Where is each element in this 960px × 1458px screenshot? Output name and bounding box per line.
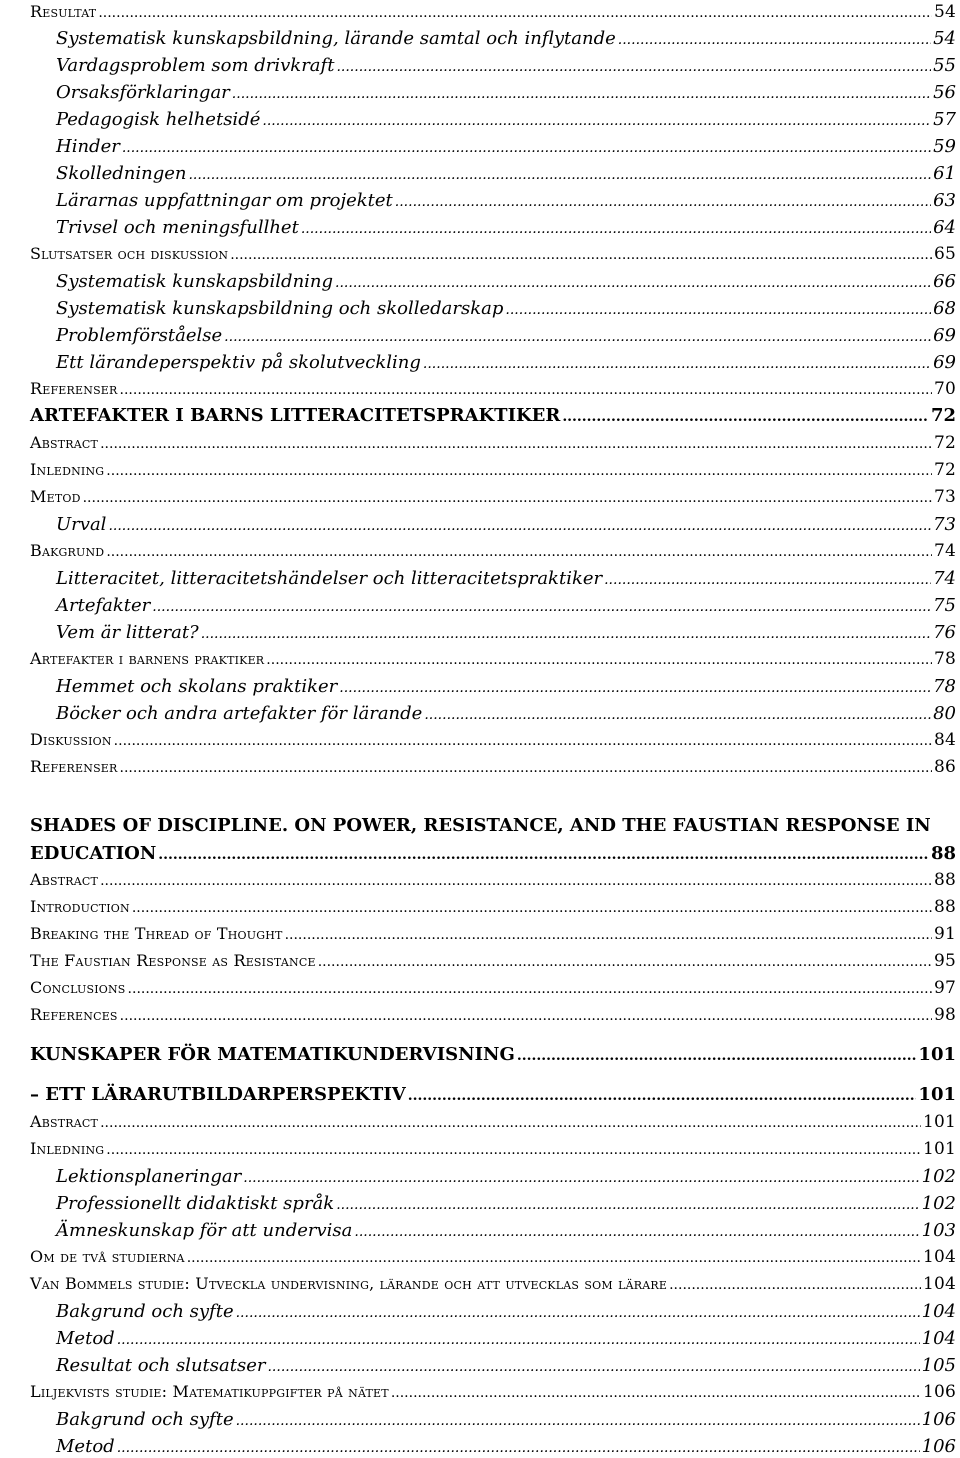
toc-entry-page: 97 — [933, 978, 956, 998]
toc-entry[interactable] — [30, 541, 956, 561]
toc-entry-title: References — [30, 1005, 118, 1024]
toc-entry-page: 72 — [933, 460, 956, 480]
toc-entry-title: The Faustian Response as Resistance — [30, 951, 316, 970]
toc-entry-page: 68 — [933, 298, 956, 319]
toc-entry-title: Inledning — [30, 1139, 105, 1158]
dot-leader — [132, 900, 932, 916]
dot-leader — [230, 247, 932, 263]
toc-entry[interactable] — [56, 271, 956, 292]
toc-entry-page: 72 — [930, 405, 956, 426]
toc-entry-page: 54 — [933, 2, 956, 22]
toc-entry-title: Bakgrund och syfte — [56, 1409, 234, 1430]
toc-entry-page: 104 — [922, 1274, 956, 1294]
toc-entry-page: 88 — [930, 843, 956, 864]
toc-entry-title: Artefakter i barnens praktiker — [30, 649, 265, 668]
toc-entry-page: 104 — [922, 1247, 956, 1267]
dot-leader — [201, 626, 931, 642]
toc-entry-page: 78 — [933, 676, 956, 697]
toc-entry[interactable] — [56, 1301, 956, 1322]
toc-entry[interactable] — [56, 514, 956, 535]
dot-leader — [187, 1250, 921, 1266]
toc-entry[interactable] — [56, 136, 956, 157]
dot-leader — [318, 954, 932, 970]
toc-entry-title: ARTEFAKTER I BARNS LITTERACITETSPRAKTIKER — [30, 405, 561, 426]
dot-leader — [408, 1088, 917, 1104]
dot-leader — [100, 873, 932, 889]
toc-entry[interactable] — [56, 1328, 956, 1349]
dot-leader — [336, 59, 931, 75]
toc-entry[interactable] — [30, 1084, 956, 1105]
toc-entry-page: 69 — [933, 325, 956, 346]
toc-entry-page: 101 — [922, 1139, 956, 1159]
dot-leader — [232, 86, 931, 102]
dot-leader — [604, 572, 931, 588]
toc-entry[interactable] — [56, 82, 956, 103]
dot-leader — [243, 1170, 919, 1186]
toc-entry-title: Introduction — [30, 897, 130, 916]
dot-leader — [301, 221, 931, 237]
toc-entry-page: 76 — [933, 622, 956, 643]
toc-entry-page: 55 — [933, 55, 956, 76]
dot-leader — [423, 356, 931, 372]
dot-leader — [98, 5, 932, 21]
toc-entry-title: Resultat — [30, 2, 97, 21]
toc-entry-page: 106 — [921, 1409, 956, 1430]
toc-entry[interactable] — [56, 1436, 956, 1457]
toc-entry-page: 86 — [933, 757, 956, 777]
dot-leader — [267, 1359, 919, 1375]
toc-entry-title: Referenser — [30, 379, 118, 398]
toc-entry[interactable] — [56, 568, 956, 589]
toc-entry-title: Diskussion — [30, 730, 112, 749]
toc-entry-page: 70 — [933, 379, 956, 399]
toc-entry-title: Pedagogisk helhetsidé — [56, 109, 261, 130]
toc-entry-page: 54 — [933, 28, 956, 49]
toc-entry-page: 104 — [921, 1328, 956, 1349]
toc-entry-title: Ett lärandeperspektiv på skolutveckling — [56, 352, 421, 373]
toc-entry-page: 63 — [933, 190, 956, 211]
toc-entry-page: 102 — [921, 1193, 956, 1214]
toc-entry-title: Problemförståelse — [56, 325, 223, 346]
dot-leader — [158, 847, 929, 863]
dot-leader — [106, 463, 932, 479]
dot-leader — [236, 1305, 920, 1321]
toc-entry-title: Litteracitet, litteracitetshändelser och litteracitetspraktiker — [56, 568, 603, 589]
toc-entry[interactable] — [56, 298, 956, 319]
toc-entry-page: 101 — [918, 1044, 956, 1065]
dot-leader — [106, 1142, 921, 1158]
toc-entry[interactable] — [56, 190, 956, 211]
dot-leader — [83, 490, 932, 506]
dot-leader — [120, 382, 932, 398]
toc-entry-page: 78 — [933, 649, 956, 669]
toc-entry-page: 74 — [933, 541, 956, 561]
toc-entry[interactable] — [30, 460, 956, 480]
toc-entry[interactable] — [30, 649, 956, 669]
toc-entry-title: KUNSKAPER FÖR MATEMATIKUNDERVISNING — [30, 1044, 515, 1065]
toc-entry-title: Abstract — [30, 433, 99, 452]
toc-entry[interactable] — [56, 352, 956, 373]
dot-leader — [100, 436, 932, 452]
toc-entry[interactable] — [30, 2, 956, 22]
dot-leader — [517, 1048, 917, 1064]
dot-leader — [120, 1008, 932, 1024]
toc-entry-title: Metod — [56, 1328, 115, 1349]
toc-entry[interactable] — [30, 978, 956, 998]
toc-entry-page: 104 — [921, 1301, 956, 1322]
toc-entry-page: 75 — [933, 595, 956, 616]
toc-entry-title: Böcker och andra artefakter för lärande — [56, 703, 423, 724]
toc-entry-page: 59 — [933, 136, 956, 157]
dot-leader — [335, 275, 931, 291]
toc-entry-page: 64 — [933, 217, 956, 238]
toc-entry[interactable] — [30, 757, 956, 777]
toc-entry-page: 57 — [933, 109, 956, 130]
toc-entry-title: Breaking the Thread of Thought — [30, 924, 283, 943]
toc-entry-title: Bakgrund och syfte — [56, 1301, 234, 1322]
toc-entry-page: 106 — [921, 1436, 956, 1457]
toc-entry-title: Resultat och slutsatser — [56, 1355, 266, 1376]
toc-entry-title: Lärarnas uppfattningar om projektet — [56, 190, 393, 211]
toc-entry-page: 84 — [933, 730, 956, 750]
toc-entry-title: Artefakter — [56, 595, 151, 616]
dot-leader — [117, 1440, 920, 1456]
dot-leader — [618, 32, 931, 48]
toc-entry[interactable] — [56, 1193, 956, 1214]
toc-entry-title: Van Bommels studie: Utveckla undervisning, lärande och att utvecklas som lärare — [30, 1274, 668, 1293]
toc-entry-title: Ämneskunskap för att undervisa — [56, 1220, 353, 1241]
chapter-heading-shades: SHADES OF DISCIPLINE. ON POWER, RESISTANCE, AND THE FAUSTIAN RESPONSE IN — [30, 815, 931, 836]
toc-entry-page: 101 — [918, 1084, 956, 1105]
toc-entry-title: Systematisk kunskapsbildning — [56, 271, 334, 292]
toc-entry-page: 95 — [933, 951, 956, 971]
toc-entry[interactable] — [56, 217, 956, 238]
dot-leader — [424, 707, 931, 723]
toc-entry-title: Orsaksförklaringar — [56, 82, 230, 103]
toc-entry-title: Hemmet och skolans praktiker — [56, 676, 338, 697]
toc-entry-page: 102 — [921, 1166, 956, 1187]
toc-entry-page: 66 — [933, 271, 956, 292]
toc-entry[interactable] — [30, 1005, 956, 1025]
toc-entry[interactable] — [30, 924, 956, 944]
toc-entry[interactable] — [30, 1382, 956, 1402]
dot-leader — [117, 1332, 920, 1348]
toc-entry-page: 73 — [933, 487, 956, 507]
toc-entry[interactable] — [56, 676, 956, 697]
toc-entry[interactable] — [30, 1247, 956, 1267]
toc-entry-title: – ETT LÄRARUTBILDARPERSPEKTIV — [30, 1084, 406, 1105]
dot-leader — [285, 927, 932, 943]
toc-entry[interactable] — [30, 1044, 956, 1065]
toc-entry[interactable] — [30, 433, 956, 453]
dot-leader — [108, 518, 931, 534]
toc-entry-page: 101 — [922, 1112, 956, 1132]
dot-leader — [120, 760, 932, 776]
toc-entry-page: 105 — [921, 1355, 956, 1376]
toc-entry[interactable] — [56, 703, 956, 724]
toc-entry[interactable] — [56, 163, 956, 184]
toc-entry-title: Referenser — [30, 757, 118, 776]
toc-entry-title: Vem är litterat? — [56, 622, 199, 643]
dot-leader — [395, 194, 931, 210]
toc-entry-title: Trivsel och meningsfullhet — [56, 217, 299, 238]
dot-leader — [562, 409, 929, 425]
toc-entry-title: Om de två studierna — [30, 1247, 185, 1266]
toc-entry-title: EDUCATION — [30, 843, 157, 864]
toc-entry[interactable] — [56, 109, 956, 130]
toc-entry-page: 65 — [933, 244, 956, 264]
dot-leader — [236, 1413, 920, 1429]
toc-entry[interactable] — [30, 951, 956, 971]
toc-entry-title: Systematisk kunskapsbildning och skolledarskap — [56, 298, 504, 319]
dot-leader — [152, 599, 931, 615]
toc-entry[interactable] — [56, 55, 956, 76]
toc-entry-page: 106 — [922, 1382, 956, 1402]
dot-leader — [128, 981, 932, 997]
toc-entry-page: 74 — [933, 568, 956, 589]
toc-entry-title: Conclusions — [30, 978, 126, 997]
toc-entry-page: 80 — [933, 703, 956, 724]
toc-entry-title: Abstract — [30, 870, 99, 889]
toc-entry-title: Systematisk kunskapsbildning, lärande samtal och inflytande — [56, 28, 616, 49]
toc-entry[interactable] — [56, 622, 956, 643]
toc-entry-page: 88 — [933, 897, 956, 917]
toc-entry-title: Urval — [56, 514, 107, 535]
toc-entry[interactable] — [56, 595, 956, 616]
dot-leader — [336, 1197, 919, 1213]
toc-entry[interactable] — [56, 1409, 956, 1430]
toc-entry[interactable] — [56, 1220, 956, 1241]
toc-entry-page: 61 — [933, 163, 956, 184]
toc-entry-title: Metod — [30, 487, 81, 506]
toc-entry-page: 98 — [933, 1005, 956, 1025]
toc-entry-page: 88 — [933, 870, 956, 890]
toc-entry-title: Bakgrund — [30, 541, 105, 560]
toc-entry-title: Lektionsplaneringar — [56, 1166, 242, 1187]
toc-entry-page: 72 — [933, 433, 956, 453]
dot-leader — [188, 167, 931, 183]
toc-entry-page: 69 — [933, 352, 956, 373]
toc-entry[interactable] — [30, 379, 956, 399]
toc-entry-title: Vardagsproblem som drivkraft — [56, 55, 335, 76]
dot-leader — [224, 329, 931, 345]
dot-leader — [266, 652, 932, 668]
toc-entry-page: 91 — [933, 924, 956, 944]
toc-entry-title: Metod — [56, 1436, 115, 1457]
toc-entry[interactable] — [30, 730, 956, 750]
toc-entry[interactable] — [30, 244, 956, 264]
toc-entry[interactable] — [30, 405, 956, 426]
dot-leader — [339, 680, 931, 696]
dot-leader — [122, 140, 931, 156]
toc-entry[interactable] — [56, 1166, 956, 1187]
toc-entry-page: 73 — [933, 514, 956, 535]
toc-entry-title: Abstract — [30, 1112, 99, 1131]
toc-entry[interactable] — [56, 325, 956, 346]
toc-entry-page: 56 — [933, 82, 956, 103]
toc-entry[interactable] — [30, 897, 956, 917]
toc-entry[interactable] — [56, 28, 956, 49]
toc-entry[interactable] — [30, 1274, 956, 1294]
dot-leader — [354, 1224, 919, 1240]
toc-entry-title: Hinder — [56, 136, 120, 157]
toc-entry[interactable] — [56, 1355, 956, 1376]
toc-entry[interactable] — [30, 870, 956, 890]
toc-entry[interactable] — [30, 1112, 956, 1132]
toc-entry-title: Skolledningen — [56, 163, 187, 184]
dot-leader — [669, 1277, 921, 1293]
toc-entry-title: Liljekvists studie: Matematikuppgifter på nätet — [30, 1382, 389, 1401]
toc-entry-title: Professionellt didaktiskt språk — [56, 1193, 335, 1214]
toc-entry[interactable] — [30, 487, 956, 507]
toc-entry-title: Inledning — [30, 460, 105, 479]
toc-entry-page: 103 — [921, 1220, 956, 1241]
dot-leader — [262, 113, 931, 129]
toc-entry[interactable] — [30, 843, 956, 864]
dot-leader — [114, 733, 932, 749]
toc-entry-title: Slutsatser och diskussion — [30, 244, 229, 263]
dot-leader — [505, 302, 931, 318]
dot-leader — [100, 1115, 921, 1131]
toc-entry[interactable] — [30, 1139, 956, 1159]
dot-leader — [106, 544, 932, 560]
dot-leader — [391, 1385, 921, 1401]
